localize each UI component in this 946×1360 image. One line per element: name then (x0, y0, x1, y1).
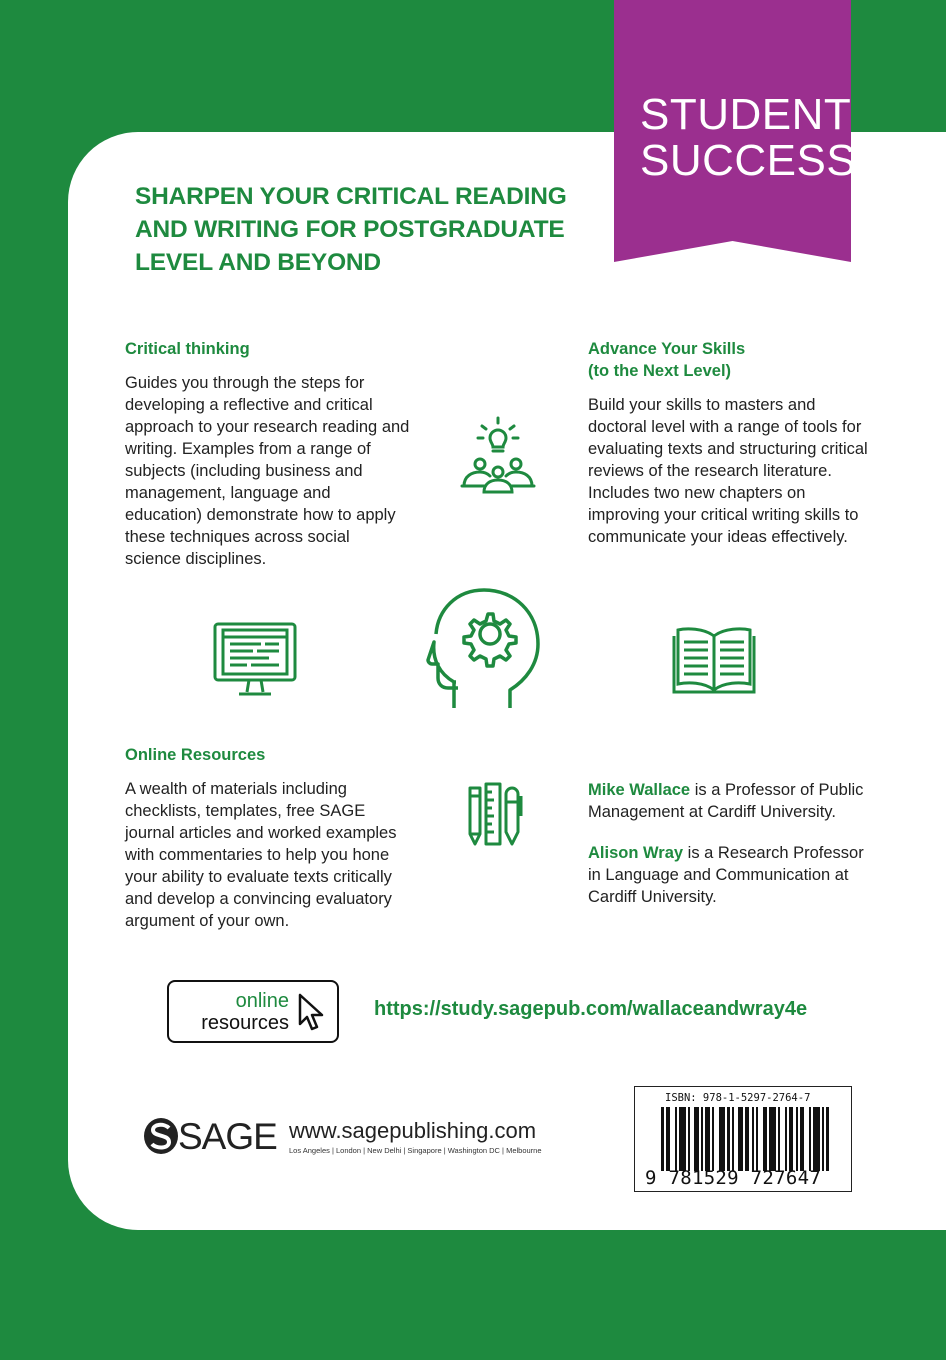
publisher-website[interactable]: www.sagepublishing.com (289, 1118, 537, 1143)
barcode-bar (771, 1107, 774, 1171)
barcode-bar (769, 1107, 771, 1171)
advance-title-line-2: (to the Next Level) (588, 362, 732, 380)
barcode-bar (822, 1107, 824, 1171)
barcode-bar (756, 1107, 758, 1171)
banner-title (640, 90, 857, 185)
isbn-barcode (634, 1086, 852, 1192)
barcode-bar (701, 1107, 703, 1171)
banner-line-2: SUCCESS (640, 136, 857, 185)
barcode-bar (721, 1107, 723, 1171)
barcode-bar (818, 1107, 820, 1171)
barcode-bar (738, 1107, 741, 1171)
barcode-bar (800, 1107, 802, 1171)
badge-line-2: resources (201, 1012, 289, 1034)
banner-line-1: STUDENT (640, 90, 852, 139)
barcode-bar (683, 1107, 686, 1171)
head-gear-icon (426, 586, 542, 712)
barcode-bar (741, 1107, 743, 1171)
barcode-bar (668, 1107, 670, 1171)
barcode-bar (774, 1107, 776, 1171)
barcode-digits: 9 781529 727647 (645, 1167, 822, 1189)
barcode-bar (681, 1107, 683, 1171)
barcode-bar (723, 1107, 725, 1171)
barcode-bar (778, 1107, 780, 1171)
barcode-bar (815, 1107, 818, 1171)
barcode-bar (679, 1107, 681, 1171)
author-name: Alison Wray (588, 844, 684, 862)
advance-title-line-1: Advance Your Skills (588, 340, 746, 358)
barcode-bar (688, 1107, 690, 1171)
cursor-arrow-icon (297, 992, 325, 1032)
team-idea-icon (456, 414, 540, 496)
barcode-bar (745, 1107, 747, 1171)
isbn-number: ISBN: 978-1-5297-2764-7 (665, 1092, 811, 1104)
barcode-bar (694, 1107, 697, 1171)
barcode-bar (809, 1107, 811, 1171)
barcode-bar (813, 1107, 815, 1171)
publisher-cities: Los Angeles | London | New Delhi | Singapore | Washington DC | Melbourne (289, 1146, 542, 1155)
advance-skills-body: Build your skills to masters and doctoral level with a range of tools for evaluating texts and structuring critical reviews of the research literature. Includes two new chapters on improving your critical writing skills to communicate your ideas effectively. (588, 396, 868, 546)
barcode-bar (719, 1107, 721, 1171)
barcode-bar (705, 1107, 708, 1171)
companion-website-link[interactable]: https://study.sagepub.com/wallaceandwray4e (374, 998, 808, 1020)
barcode-bar (708, 1107, 710, 1171)
online-resources-body: A wealth of materials including checklists, templates, free SAGE journal articles and worked examples with commentaries to help you hone your ability to evaluate texts critically and develop a convincing evaluatory argument of your own. (125, 780, 397, 930)
online-resources-title: Online Resources (125, 746, 266, 764)
barcode-bar (791, 1107, 793, 1171)
author-alison-wray (588, 842, 878, 908)
barcode-bar (785, 1107, 787, 1171)
ruler-pencil-pen-icon (466, 782, 526, 850)
barcode-bar (765, 1107, 767, 1171)
badge-line-1: online (235, 990, 289, 1012)
barcode-bar (747, 1107, 749, 1171)
critical-thinking-body: Guides you through the steps for developing a reflective and critical approach to your research reading and writing. Examples from a range of subjects (including business and management, language and education) demonstrate how to apply these techniques across social science disciplines. (125, 374, 410, 568)
barcode-bar (796, 1107, 798, 1171)
barcode-bar (802, 1107, 804, 1171)
barcode-bar (752, 1107, 754, 1171)
critical-thinking-title: Critical thinking (125, 340, 250, 358)
barcode-bar (666, 1107, 668, 1171)
author-name: Mike Wallace (588, 781, 691, 799)
barcode-bar (727, 1107, 730, 1171)
open-book-icon (672, 624, 756, 696)
author-bio: is a Professor of Public Management at Cardiff University. (588, 781, 864, 821)
advance-skills-title (588, 338, 745, 382)
barcode-bar (789, 1107, 791, 1171)
barcode-bar (712, 1107, 714, 1171)
online-resources-badge[interactable] (167, 980, 339, 1043)
barcode-bar (826, 1107, 829, 1171)
computer-screen-icon (213, 622, 297, 698)
barcode-bar (675, 1107, 677, 1171)
barcode-bars (661, 1107, 829, 1171)
barcode-bar (763, 1107, 765, 1171)
sage-logo-icon (142, 1116, 180, 1156)
author-mike-wallace (588, 779, 878, 823)
barcode-bar (697, 1107, 699, 1171)
author-bio: is a Research Professor in Language and Communication at Cardiff University. (588, 844, 864, 906)
barcode-bar (661, 1107, 664, 1171)
headline: SHARPEN YOUR CRITICAL READING AND WRITING FOR POSTGRADUATE LEVEL AND BEYOND (135, 183, 567, 276)
barcode-bar (732, 1107, 734, 1171)
sage-logo-text: SAGE (178, 1116, 277, 1157)
